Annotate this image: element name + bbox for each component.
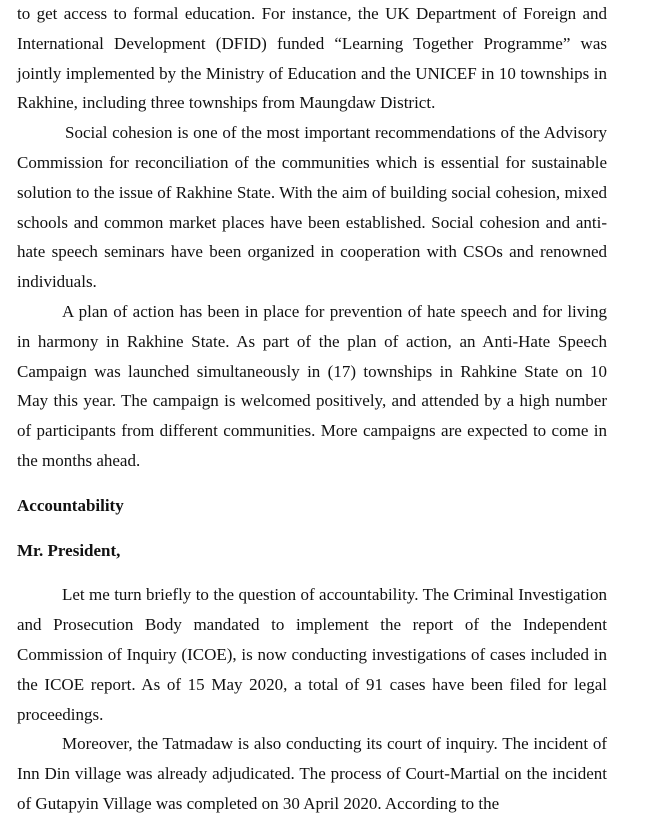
- paragraph-education-access: to get access to formal education. For instance, the UK Department of Foreign and International Development (DFID) funded “Learning Together Programme” was jointly implemented by the Ministry of Education and the UNICEF in 10 townships in Rakhine, including three townships from Maungdaw District.: [17, 4, 607, 113]
- document-page: [17, 0, 607, 819]
- section-heading-accountability: Accountability: [17, 495, 124, 515]
- paragraph-plan-of-action: A plan of action has been in place for prevention of hate speech and for living in harmony in Rakhine State. As part of the plan of action, an Anti-Hate Speech Campaign was launched simultaneously in (17) townships in Rahkine State on 10 May this year. The campaign is welcomed positively, and attended by a high number of participants from different communities. More campaigns are expected to come in the months ahead.: [17, 301, 607, 470]
- paragraph-accountability: Let me turn briefly to the question of accountability. The Criminal Investigation and Prosecution Body mandated to implement the report of the Independent Commission of Inquiry (ICOE), is now conducting investigations of cases included in the ICOE report. As of 15 May 2020, a total of 91 cases have been filed for legal proceedings.: [17, 585, 607, 724]
- paragraph-tatmadaw-inquiry: Moreover, the Tatmadaw is also conducting its court of inquiry. The incident of Inn Din village was already adjudicated. The process of Court-Martial on the incident of Gutapyin Village was completed on 30 April 2020. According to the: [17, 734, 607, 813]
- paragraph-social-cohesion: Social cohesion is one of the most important recommendations of the Advisory Commission for reconciliation of the communities which is essential for sustainable solution to the issue of Rakhine State. With the aim of building social cohesion, mixed schools and common market places have been established. Social cohesion and anti-hate speech seminars have been organized in cooperation with CSOs and renowned individuals.: [17, 123, 607, 292]
- salutation: Mr. President,: [17, 540, 121, 560]
